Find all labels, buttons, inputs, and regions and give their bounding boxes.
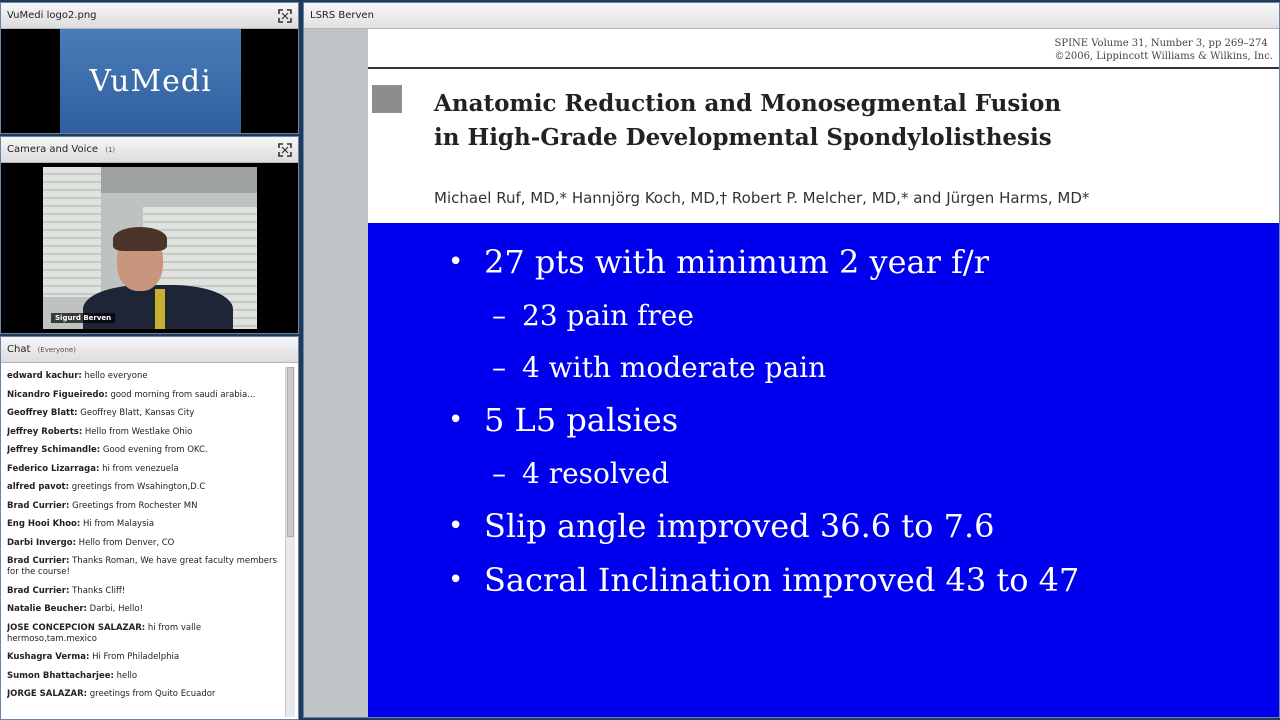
chat-message: [7, 623, 282, 645]
share-pod: [303, 2, 1280, 718]
chat-scope[interactable]: (Everyone): [37, 346, 76, 354]
chat-text: Greetings from Rochester MN: [69, 500, 198, 511]
chat-sender: Brad Currier:: [7, 585, 70, 596]
chat-sender: Federico Lizarraga:: [7, 463, 100, 474]
chat-sender: Jeffrey Schimandle:: [7, 445, 101, 455]
bullet-item: [448, 499, 1259, 553]
chat-sender: edward kachur:: [7, 371, 82, 381]
chat-pod-title: Chat: [7, 344, 31, 355]
chat-sender: Geoffrey Blatt:: [7, 408, 78, 418]
chat-text: Hi From Philadelphia: [89, 652, 180, 662]
chat-text: Hi from Malaysia: [80, 519, 155, 529]
decorative-square: [372, 85, 402, 113]
bullet-marker: •: [448, 405, 464, 435]
chat-text: good morning from saudi arabia...: [107, 389, 256, 400]
share-pod-body: [304, 29, 1279, 717]
chat-text: hi from venezuela: [99, 463, 179, 474]
bullet-text: Slip angle improved 36.6 to 7.6: [484, 507, 995, 545]
chat-message: [7, 445, 282, 456]
chat-sender: Darbi Invergo:: [7, 537, 76, 548]
chat-text: greetings from Wsahington,D.C: [69, 482, 206, 492]
chat-message: [7, 586, 282, 597]
paper-authors: Michael Ruf, MD,* Hannjörg Koch, MD,† Robert P. Melcher, MD,* and Jürgen Harms, MD*: [434, 189, 1090, 207]
chat-message-list: [7, 371, 282, 719]
bullet-marker: •: [448, 511, 464, 541]
chat-sender: JORGE SALAZAR:: [7, 689, 88, 699]
bullet-text: 23 pain free: [522, 298, 694, 332]
chat-message: [7, 371, 282, 382]
chat-sender: Jeffrey Roberts:: [7, 426, 83, 437]
chat-text: greetings from Quito Ecuador: [87, 689, 216, 699]
chat-sender: Brad Currier:: [7, 500, 70, 511]
bullet-text: 27 pts with minimum 2 year f/r: [484, 243, 989, 281]
logo-pod: [0, 2, 299, 134]
chat-message: [7, 538, 282, 549]
chat-sender: Brad Currier:: [7, 556, 70, 566]
logo-pod-header: [1, 3, 298, 29]
chat-text: Geoffrey Blatt, Kansas City: [77, 408, 195, 418]
bullet-text: Sacral Inclination improved 43 to 47: [484, 561, 1080, 599]
chat-message: [7, 556, 282, 578]
chat-message: [7, 689, 282, 700]
chat-sender: Natalie Beucher:: [7, 604, 87, 614]
camera-count: (1): [105, 146, 116, 154]
logo-text: VuMedi: [89, 63, 212, 99]
chat-message: [7, 408, 282, 419]
chat-message: [7, 427, 282, 438]
bullet-item: [448, 553, 1259, 607]
camera-pod-title: Camera and Voice: [7, 144, 99, 155]
bullet-marker: •: [448, 247, 464, 277]
camera-pod: [0, 136, 299, 334]
chat-text: Hello from Denver, CO: [75, 537, 175, 548]
chat-pod: [0, 336, 299, 720]
journal-citation: SPINE Volume 31, Number 3, pp 269–274 ©2006, Lippincott Williams & Wilkins, Inc.: [1054, 38, 1273, 62]
bullet-text: 4 resolved: [522, 456, 670, 490]
chat-text: hi from valle hermoso,tam.mexico: [7, 622, 202, 644]
bullet-item: [448, 393, 1259, 447]
chat-message: [7, 604, 282, 615]
presentation-slide: [368, 29, 1279, 717]
chat-sender: Kushagra Verma:: [7, 652, 90, 662]
sub-bullet-item: [448, 447, 1259, 499]
chat-message: [7, 652, 282, 663]
chat-message: [7, 390, 282, 401]
dash-marker: –: [492, 456, 506, 490]
chat-text: Thanks Cliff!: [69, 585, 126, 596]
chat-message: [7, 464, 282, 475]
camera-pod-body: [1, 163, 298, 333]
logo-pod-title: VuMedi logo2.png: [7, 10, 97, 21]
chat-sender: Nicandro Figueiredo:: [7, 389, 108, 400]
bullet-text: 5 L5 palsies: [484, 401, 679, 439]
slide-bullets: [448, 235, 1259, 607]
chat-scrollbar[interactable]: [285, 367, 295, 717]
vumedi-logo: [60, 29, 241, 133]
divider: [368, 67, 1279, 69]
sub-bullet-item: [448, 289, 1259, 341]
chat-message: [7, 671, 282, 682]
chat-text: Good evening from OKC.: [100, 445, 208, 455]
speaker-name-tag: Sigurd Berven: [51, 313, 115, 323]
chat-sender: alfred pavot:: [7, 482, 70, 492]
bullet-text: 4 with moderate pain: [522, 350, 827, 384]
chat-text: hello everyone: [81, 371, 148, 381]
paper-title: Anatomic Reduction and Monosegmental Fusion in High-Grade Developmental Spondylolisthesis: [434, 90, 1062, 151]
chat-pod-header: [1, 337, 298, 363]
logo-pod-body: [1, 29, 298, 133]
chat-sender: Eng Hooi Khoo:: [7, 519, 81, 529]
share-pod-title: LSRS Berven: [310, 10, 374, 21]
chat-scroll-thumb[interactable]: [287, 367, 294, 537]
chat-sender: JOSE CONCEPCION SALAZAR:: [7, 622, 146, 633]
bullet-item: [448, 235, 1259, 289]
camera-pod-header: [1, 137, 298, 163]
chat-text: Hello from Westlake Ohio: [82, 426, 193, 437]
fullscreen-icon[interactable]: [278, 143, 292, 157]
chat-text: hello: [113, 670, 138, 681]
share-pod-header: [304, 3, 1279, 29]
chat-sender: Sumon Bhattacharjee:: [7, 670, 114, 681]
webcam-video: [43, 167, 257, 329]
chat-pod-body: [1, 363, 298, 719]
fullscreen-icon[interactable]: [278, 9, 292, 23]
dash-marker: –: [492, 350, 506, 384]
sub-bullet-item: [448, 341, 1259, 393]
paper-header: [368, 29, 1279, 223]
chat-message: [7, 501, 282, 512]
dash-marker: –: [492, 298, 506, 332]
chat-text: Darbi, Hello!: [86, 604, 144, 614]
chat-text: Thanks Roman, We have great faculty members for the course!: [7, 556, 277, 577]
bullet-marker: •: [448, 565, 464, 595]
chat-message: [7, 482, 282, 493]
chat-message: [7, 519, 282, 530]
